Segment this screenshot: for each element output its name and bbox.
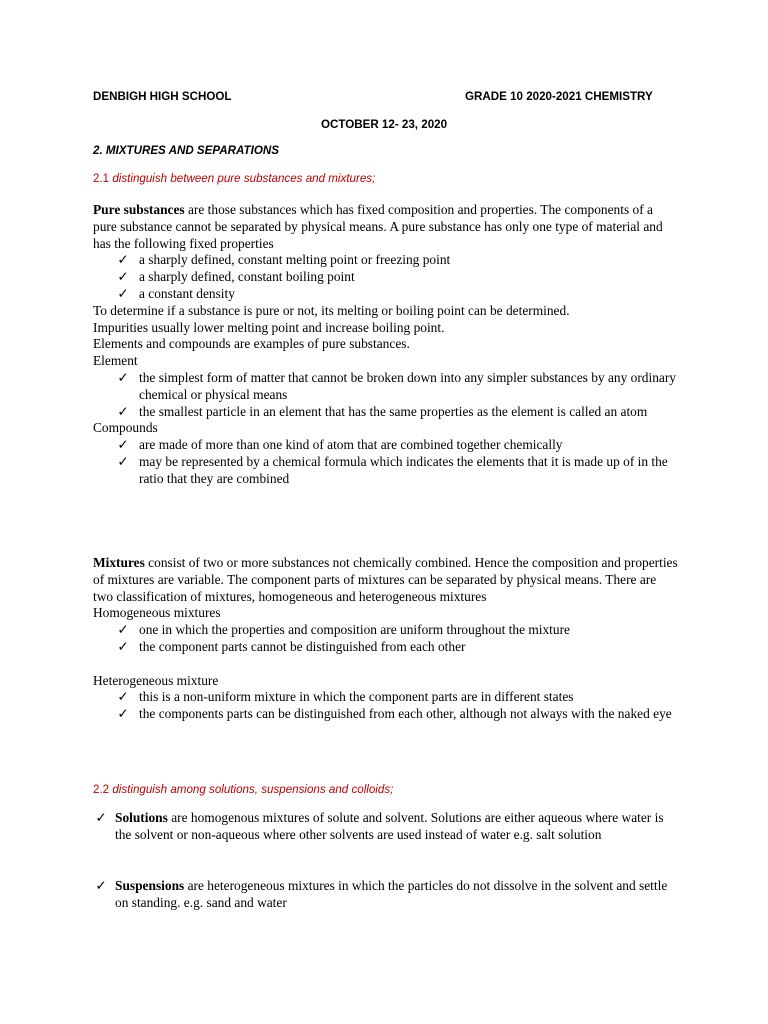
subsection-text: distinguish among solutions, suspensions and colloids; xyxy=(109,783,394,796)
compounds-list xyxy=(93,437,678,487)
list-item: ✓ a sharply defined, constant melting point or freezing point xyxy=(139,252,678,269)
list-item: ✓ are made of more than one kind of atom that are combined together chemically xyxy=(139,437,678,454)
subsection-text: distinguish between pure substances and mixtures; xyxy=(109,172,376,185)
list-item: ✓ this is a non-uniform mixture in which the component parts are in different states xyxy=(139,689,678,706)
heterogeneous-list xyxy=(93,689,678,723)
solutions-term: Solutions xyxy=(115,810,168,825)
spacer xyxy=(93,656,678,673)
list-item: ✓ the components parts can be distinguished from each other, although not always with the naked eye xyxy=(139,706,678,723)
list-item xyxy=(95,810,678,844)
checkmark-icon: ✓ xyxy=(117,369,129,385)
checkmark-icon: ✓ xyxy=(117,403,129,419)
checkmark-icon: ✓ xyxy=(117,638,129,654)
pure-substances-section xyxy=(93,202,678,488)
list-item: ✓ the component parts cannot be distinguished from each other xyxy=(139,639,678,656)
list-item: ✓ may be represented by a chemical formula which indicates the elements that it is made up of in the ratio that they are combined xyxy=(139,454,678,488)
checkmark-icon: ✓ xyxy=(117,706,129,722)
list-item: ✓ one in which the properties and composition are uniform throughout the mixture xyxy=(139,622,678,639)
solutions-list xyxy=(93,810,678,844)
element-label: Element xyxy=(93,353,138,369)
checkmark-icon: ✓ xyxy=(117,252,129,268)
heterogeneous-label: Heterogeneous mixture xyxy=(93,672,219,688)
homogeneous-list xyxy=(93,622,678,656)
checkmark-icon: ✓ xyxy=(117,622,129,638)
subsection-number: 2.2 xyxy=(93,783,110,796)
section-title: 2. MIXTURES AND SEPARATIONS xyxy=(93,144,279,157)
subsection-heading-2-2 xyxy=(93,782,678,799)
list-item xyxy=(95,878,678,912)
pure-substances-term: Pure substances xyxy=(93,202,185,217)
solutions-block xyxy=(93,810,678,844)
suspensions-list xyxy=(93,878,678,912)
checkmark-icon: ✓ xyxy=(117,689,129,705)
checkmark-icon: ✓ xyxy=(117,269,129,285)
checkmark-icon: ✓ xyxy=(95,810,107,825)
checkmark-icon: ✓ xyxy=(117,453,129,469)
mixtures-definition: consist of two or more substances not chemically combined. Hence the composition and properties of mixtures are variable. The component parts of mixtures can be separated by physical means. There are two classification of mixtures, homogeneous and heterogeneous mixtures xyxy=(93,555,678,604)
suspensions-term: Suspensions xyxy=(115,878,185,893)
mixtures-term: Mixtures xyxy=(93,555,145,570)
list-item: ✓ a sharply defined, constant boiling point xyxy=(139,269,678,286)
date-range: OCTOBER 12- 23, 2020 xyxy=(320,118,448,131)
checkmark-icon: ✓ xyxy=(95,878,107,893)
element-list xyxy=(93,370,678,420)
mixtures-intro xyxy=(93,555,678,605)
list-item: ✓ the simplest form of matter that cannot be broken down into any simpler substances by any ordinary chemical or physical means xyxy=(139,370,678,404)
suspensions-definition: are heterogeneous mixtures in which the particles do not dissolve in the solvent and settle on standing. e.g. sand and water xyxy=(115,878,668,910)
pure-properties-list xyxy=(93,252,678,302)
subsection-heading-2-1 xyxy=(93,171,678,188)
suspensions-block xyxy=(93,878,678,912)
paragraph: To determine if a substance is pure or not, its melting or boiling point can be determined. xyxy=(93,302,570,318)
compounds-label: Compounds xyxy=(93,420,158,436)
course-title: GRADE 10 2020-2021 CHEMISTRY xyxy=(465,90,653,103)
list-item: ✓ a constant density xyxy=(139,286,678,303)
pure-substances-definition: are those substances which has fixed composition and properties. The components of a pure substance cannot be separated by physical means. A pure substance has only one type of material and has the following fixed properties xyxy=(93,202,663,251)
checkmark-icon: ✓ xyxy=(117,285,129,301)
paragraph: Elements and compounds are examples of pure substances. xyxy=(93,336,410,352)
school-name: DENBIGH HIGH SCHOOL xyxy=(93,90,232,103)
homogeneous-label: Homogeneous mixtures xyxy=(93,605,221,621)
list-item: ✓ the smallest particle in an element that has the same properties as the element is called an atom xyxy=(139,404,678,421)
paragraph: Impurities usually lower melting point and increase boiling point. xyxy=(93,319,445,335)
checkmark-icon: ✓ xyxy=(117,437,129,453)
solutions-definition: are homogenous mixtures of solute and solvent. Solutions are either aqueous where water is the solvent or non-aqueous where other solvents are used instead of water e.g. salt solution xyxy=(115,810,664,842)
subsection-number: 2.1 xyxy=(93,172,110,185)
mixtures-section xyxy=(93,555,678,723)
pure-substances-intro xyxy=(93,202,678,252)
